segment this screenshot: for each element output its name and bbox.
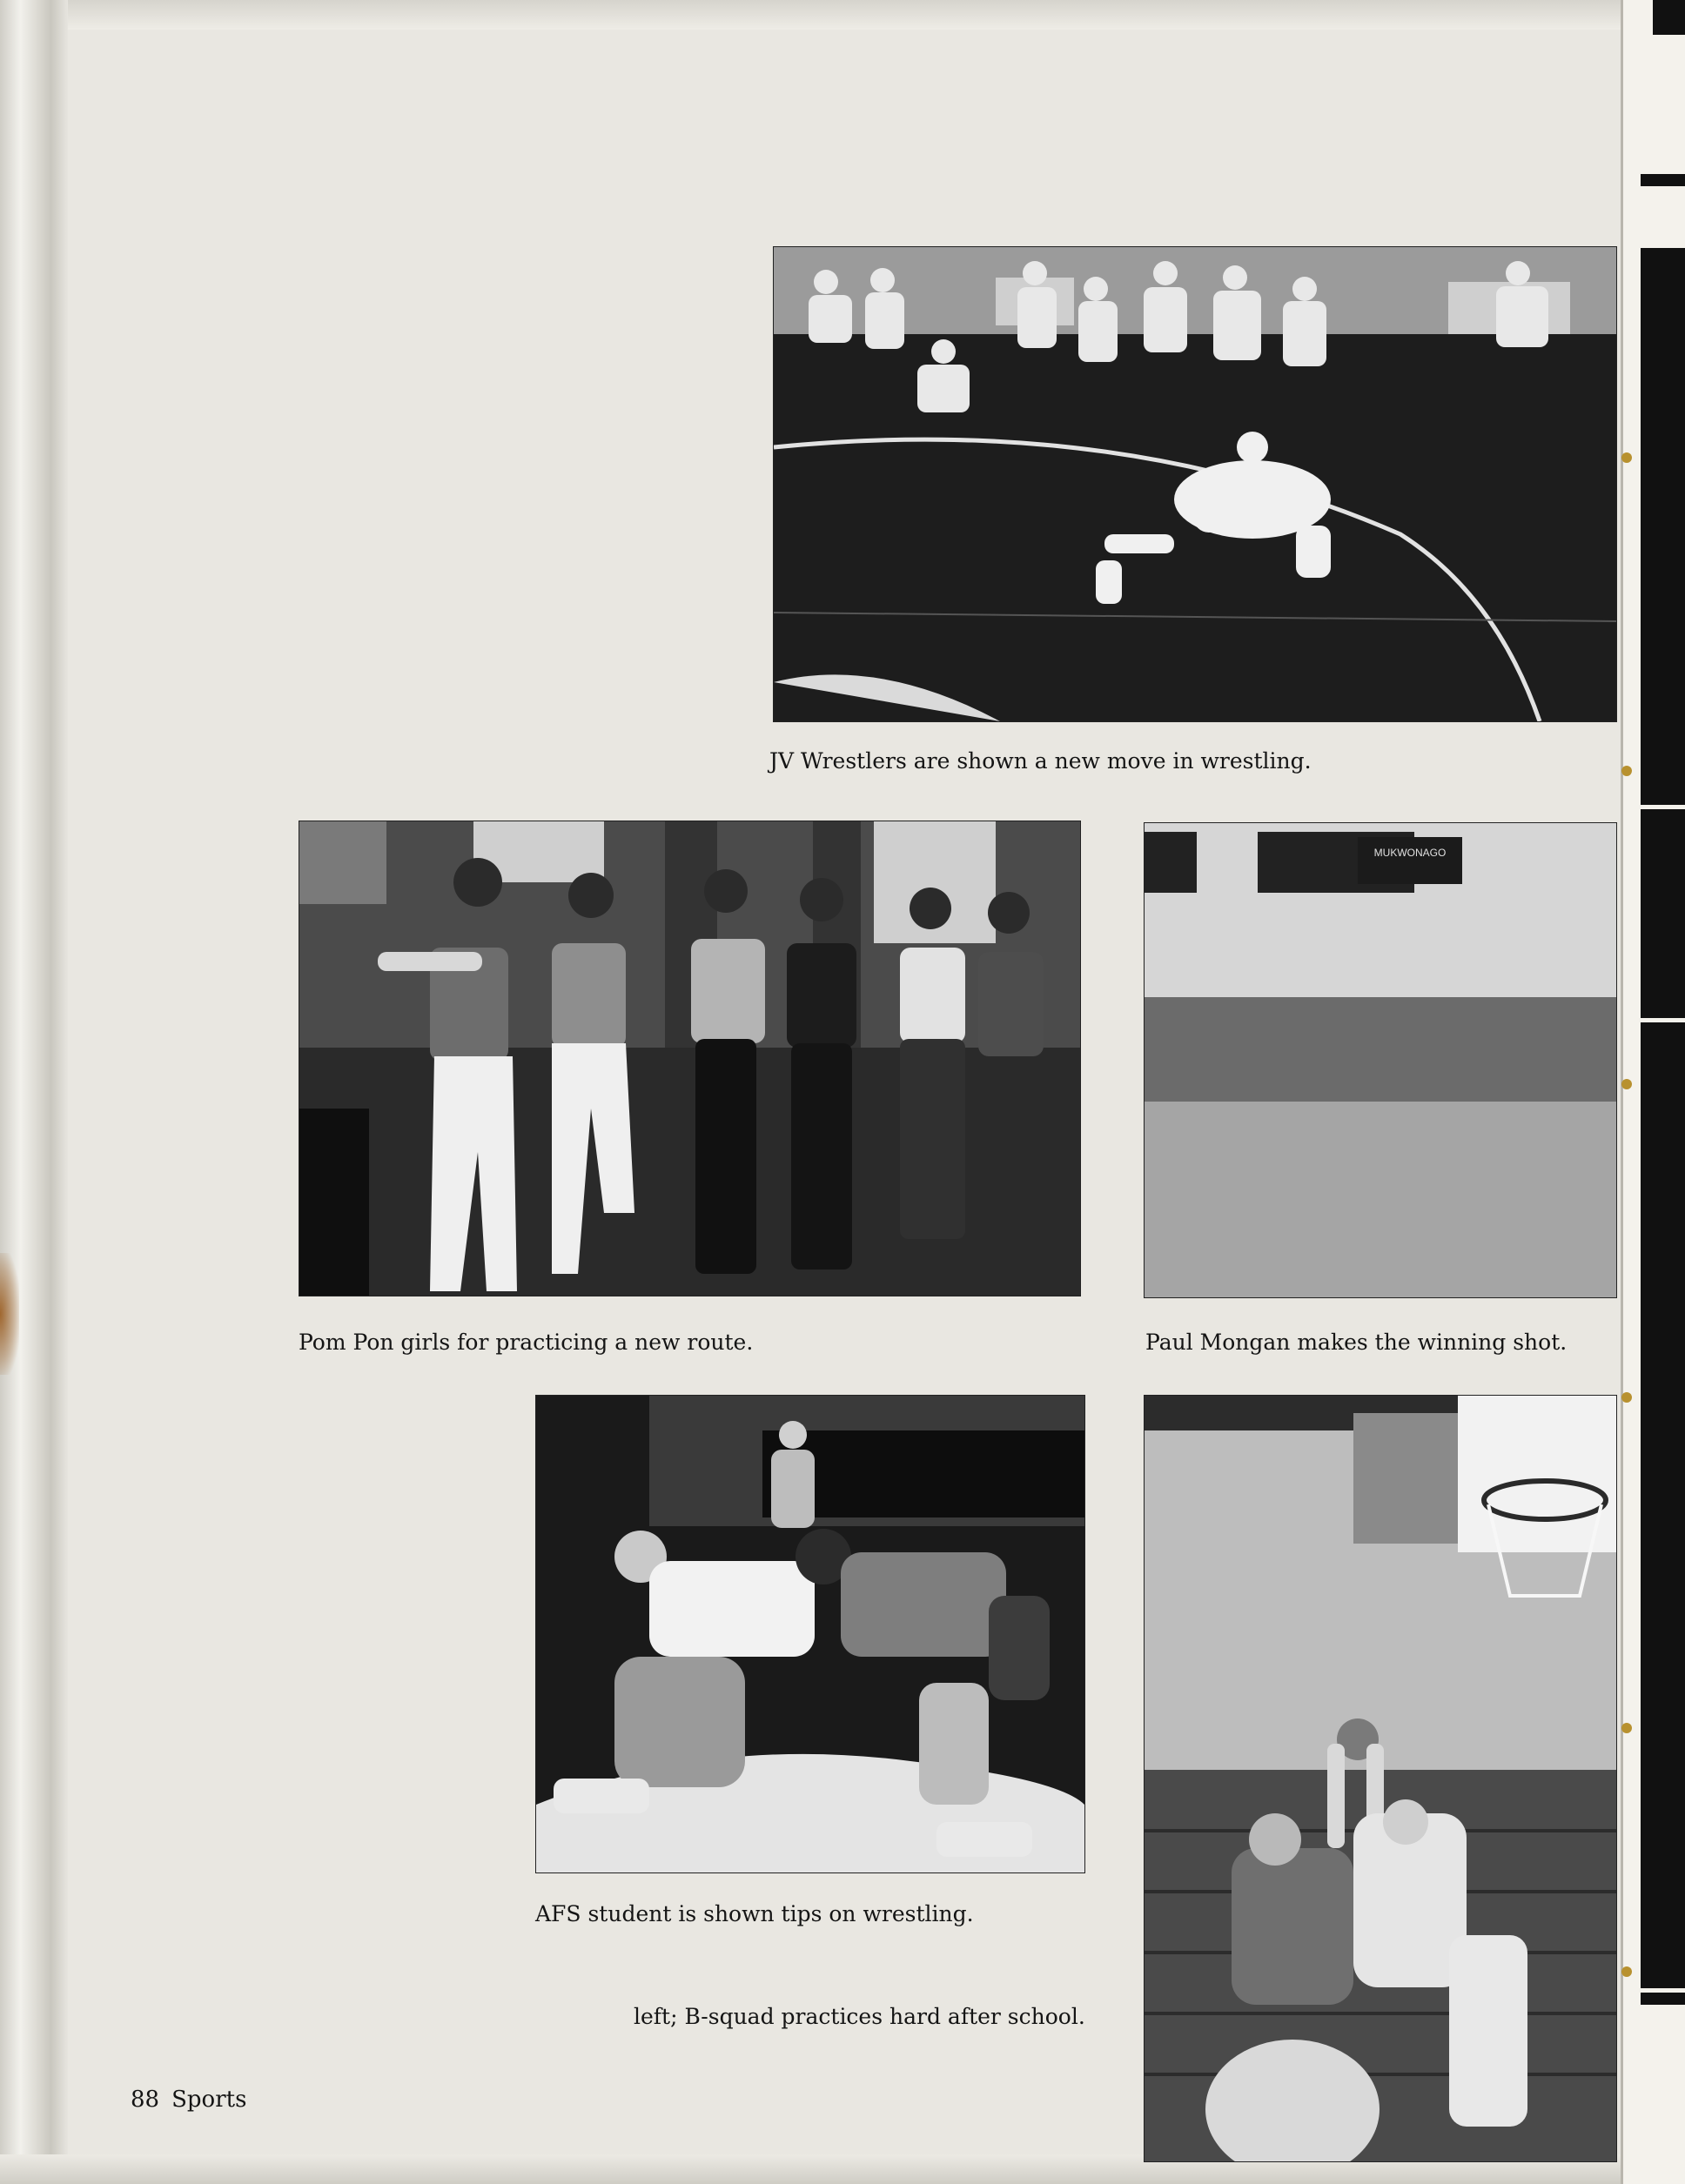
gym-floor	[1145, 1102, 1616, 1297]
photo-pom-pon	[299, 821, 1081, 1296]
spiral-ring	[1621, 1723, 1632, 1733]
facing-page-photo-strip	[1641, 248, 1685, 805]
player-head	[1249, 1813, 1301, 1866]
wrestling-shoe	[554, 1779, 649, 1813]
dark-foreground	[299, 1109, 369, 1296]
caption-afs: AFS student is shown tips on wrestling.	[535, 1901, 974, 1926]
facing-page-rule	[1641, 174, 1685, 186]
photo-b-squad	[1144, 1395, 1617, 2162]
raised-arm	[1327, 1744, 1345, 1848]
photo-jv-wrestlers-art	[774, 247, 1616, 721]
caption-b-squad: left; B-squad practices hard after school.	[634, 2004, 1085, 2029]
page-number: 88	[131, 2087, 160, 2113]
caption-jv-wrestlers: JV Wrestlers are shown a new move in wrestling.	[769, 748, 1312, 774]
spiral-ring	[1621, 1392, 1632, 1403]
player-head	[1383, 1799, 1428, 1845]
banner-mukwonago-text: MUKWONAGO	[1373, 847, 1447, 859]
gym-lower-wall	[1145, 997, 1616, 1102]
wrestler-shorts	[989, 1596, 1050, 1700]
photo-b-squad-art	[1145, 1396, 1616, 2161]
facing-page-edge	[1621, 0, 1685, 2184]
caption-mongan: Paul Mongan makes the winning shot.	[1145, 1330, 1568, 1355]
spectator-body	[771, 1450, 815, 1528]
player-dark-shirt	[1232, 1848, 1353, 2005]
facing-page-photo-strip	[1641, 1022, 1685, 1988]
spiral-ring	[1621, 1966, 1632, 1977]
photo-afs-wrestling	[535, 1395, 1085, 1873]
wrestler-white-shirt	[649, 1561, 815, 1657]
page-folio	[131, 2087, 246, 2113]
player-standing	[1449, 1935, 1527, 2127]
spiral-ring	[1621, 452, 1632, 463]
spectator	[779, 1421, 807, 1449]
wrestler-legs	[614, 1657, 745, 1787]
facing-page-rule	[1641, 1993, 1685, 2005]
facing-page-corner	[1653, 0, 1685, 35]
gym-banner	[1145, 832, 1197, 893]
photo-pom-pon-art	[299, 821, 1080, 1296]
photo-mongan-shot-art	[1145, 823, 1616, 1297]
photo-mongan-shot	[1144, 822, 1617, 1298]
photo-afs-wrestling-art	[536, 1396, 1084, 1872]
wrestling-mat	[774, 334, 1616, 721]
caption-pom-pon: Pom Pon girls for practicing a new route.	[299, 1330, 754, 1355]
facing-page-photo-strip	[1641, 809, 1685, 1018]
backboard	[1458, 1396, 1616, 1552]
wrestler-legs	[919, 1683, 989, 1805]
page-top-edge	[0, 0, 1685, 30]
page-section: Sports	[171, 2087, 247, 2113]
photo-jv-wrestlers	[773, 246, 1617, 722]
bleed-through-text	[357, 287, 463, 318]
wrestling-shoe	[936, 1822, 1032, 1857]
spiral-ring	[1621, 1079, 1632, 1089]
spiral-ring	[1621, 766, 1632, 776]
wrestler-gray-shirt	[841, 1552, 1006, 1657]
page-stain	[0, 1253, 19, 1375]
wall-picture	[299, 821, 386, 904]
page-binding-left	[0, 0, 68, 2184]
